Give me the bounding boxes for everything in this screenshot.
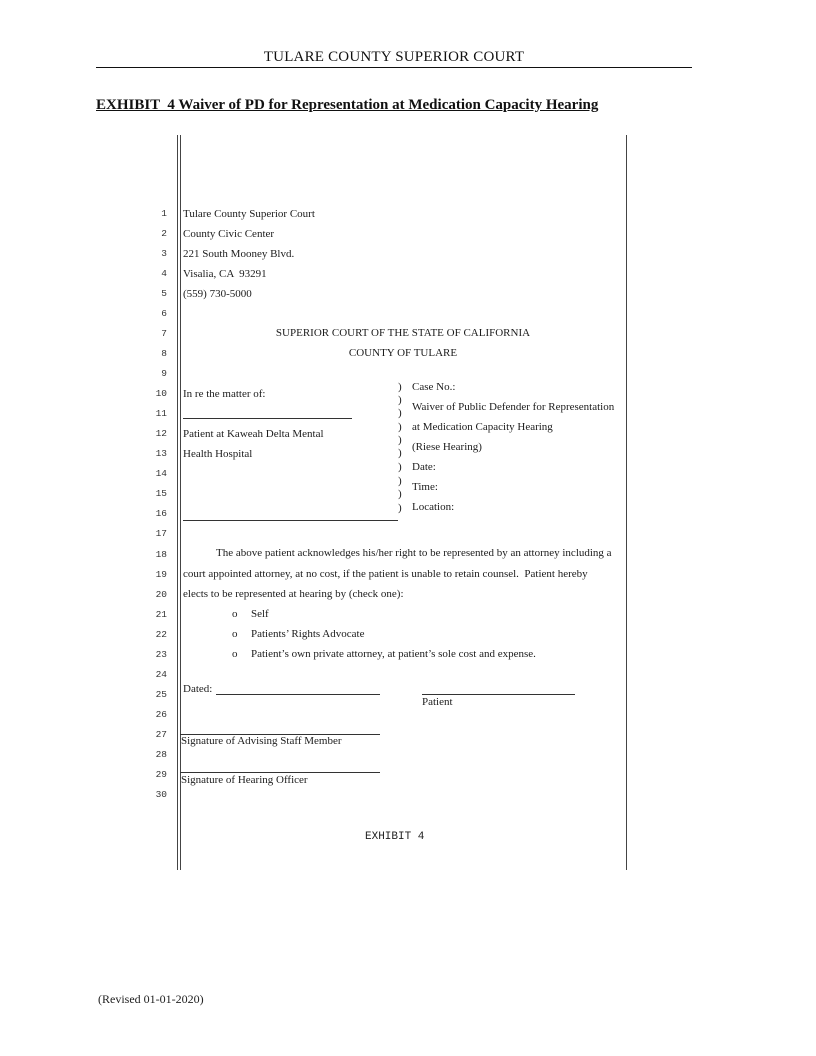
caption-paren: ) xyxy=(398,447,402,459)
party-line: Patient at Kaweah Delta Mental xyxy=(183,428,324,440)
caption-bottom-rule xyxy=(183,520,398,521)
line-number: 15 xyxy=(155,488,167,500)
option-patients-rights-advocate: Patients’ Rights Advocate xyxy=(251,628,365,640)
caption-paren: ) xyxy=(398,407,402,419)
address-line: Tulare County Superior Court xyxy=(183,208,315,220)
line-number: 25 xyxy=(155,688,167,700)
line-number: 27 xyxy=(155,728,167,740)
officer-signature-label: Signature of Hearing Officer xyxy=(181,774,308,786)
line-number: 6 xyxy=(161,308,167,320)
option-bullet: o xyxy=(232,608,238,620)
court-title: TULARE COUNTY SUPERIOR COURT xyxy=(263,49,525,65)
line-number: 8 xyxy=(161,348,167,360)
court-heading: SUPERIOR COURT OF THE STATE OF CALIFORNIA xyxy=(275,327,531,339)
line-number: 22 xyxy=(155,628,167,640)
line-number: 16 xyxy=(155,508,167,520)
caption-paren: ) xyxy=(398,488,402,500)
line-number: 7 xyxy=(161,328,167,340)
line-number: 14 xyxy=(155,468,167,480)
address-line: (559) 730-5000 xyxy=(183,288,252,300)
line-number: 12 xyxy=(155,428,167,440)
staff-signature-label: Signature of Advising Staff Member xyxy=(181,735,342,747)
address-line: 221 South Mooney Blvd. xyxy=(183,248,295,260)
exhibit-title: EXHIBIT 4 Waiver of PD for Representation at Medication Capacity Hearing xyxy=(96,97,599,113)
line-number: 24 xyxy=(155,668,167,680)
caption-paren: ) xyxy=(398,394,402,406)
revision-note: (Revised 01-01-2020) xyxy=(98,992,204,1006)
line-number: 26 xyxy=(155,708,167,720)
party-line: Health Hospital xyxy=(183,448,253,460)
paragraph-line: elects to be represented at hearing by (check one): xyxy=(183,588,404,600)
line-number: 29 xyxy=(155,768,167,780)
line-number: 1 xyxy=(161,208,167,219)
exhibit-label: EXHIBIT 4 xyxy=(365,831,425,843)
line-number: 28 xyxy=(155,748,167,760)
line-number: 10 xyxy=(155,388,167,400)
line-number: 13 xyxy=(155,448,167,460)
paragraph-line: court appointed attorney, at no cost, if the patient is unable to retain counsel. Patient hereby xyxy=(183,568,588,580)
document-title-line: Waiver of Public Defender for Representation xyxy=(412,401,615,413)
line-number: 30 xyxy=(155,788,167,800)
date-label: Date: xyxy=(412,461,436,473)
location-label: Location: xyxy=(412,501,455,513)
line-number: 9 xyxy=(161,368,167,380)
time-label: Time: xyxy=(412,481,438,493)
address-line: County Civic Center xyxy=(183,228,275,240)
line-number: 21 xyxy=(155,608,167,620)
caption-paren: ) xyxy=(398,502,402,514)
line-number: 19 xyxy=(155,568,167,580)
line-number: 11 xyxy=(155,408,167,420)
right-margin-line xyxy=(626,135,627,870)
option-private-attorney: Patient’s own private attorney, at patient’s sole cost and expense. xyxy=(251,648,536,660)
caption-paren: ) xyxy=(398,475,402,487)
left-margin-line xyxy=(177,135,178,870)
document-title-line: (Riese Hearing) xyxy=(412,441,482,453)
dated-label: Dated: xyxy=(183,683,213,695)
line-number: 17 xyxy=(155,528,167,540)
caption-paren: ) xyxy=(398,421,402,433)
header-divider xyxy=(96,67,692,68)
paragraph-line: The above patient acknowledges his/her right to be represented by an attorney including a xyxy=(216,547,612,559)
date-blank-line xyxy=(216,694,380,695)
line-number: 2 xyxy=(161,228,167,240)
address-line: Visalia, CA 93291 xyxy=(183,268,267,280)
case-number-label: Case No.: xyxy=(412,381,456,393)
option-bullet: o xyxy=(232,648,238,660)
line-number: 3 xyxy=(161,248,167,260)
left-margin-line-inner xyxy=(180,135,181,870)
line-number: 23 xyxy=(155,648,167,660)
caption-paren: ) xyxy=(398,434,402,446)
patient-label: Patient xyxy=(422,696,453,708)
option-bullet: o xyxy=(232,628,238,640)
line-number: 5 xyxy=(161,288,167,300)
option-self: Self xyxy=(251,608,269,620)
in-re-blank-line xyxy=(183,418,352,419)
line-number: 20 xyxy=(155,588,167,600)
caption-paren: ) xyxy=(398,381,402,393)
line-number: 4 xyxy=(161,268,167,280)
county-heading: COUNTY OF TULARE xyxy=(348,347,458,359)
in-re-label: In re the matter of: xyxy=(183,388,266,400)
document-title-line: at Medication Capacity Hearing xyxy=(412,421,553,433)
line-number: 18 xyxy=(155,548,167,560)
caption-paren: ) xyxy=(398,461,402,473)
